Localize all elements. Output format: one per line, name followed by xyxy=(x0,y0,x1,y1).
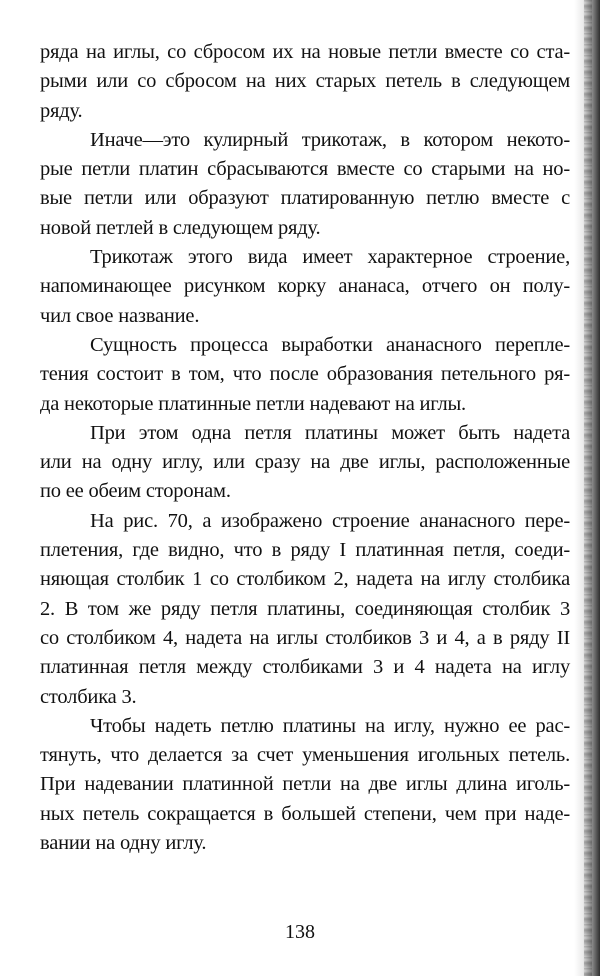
text-line: по ее обеим сторонам. xyxy=(40,480,231,503)
scan-edge-speckle xyxy=(584,0,592,976)
text-line: напоминающее рисунком корку ананаса, отчего он полу- xyxy=(40,275,570,298)
text-line: При надевании платинной петли на две иглы длина иголь- xyxy=(40,773,570,796)
paragraph xyxy=(40,38,570,126)
paragraph xyxy=(40,507,570,712)
body-text xyxy=(40,38,570,858)
text-line: тения состоит в том, что после образования петельного ря- xyxy=(40,363,570,386)
paragraph xyxy=(40,126,570,243)
text-line: или на одну иглу, или сразу на две иглы, расположенные xyxy=(40,451,570,474)
text-line: При этом одна петля платины может быть надета xyxy=(90,421,570,444)
text-line: 2. В том же ряду петля платины, соединяющая столбик 3 xyxy=(40,597,570,620)
paragraph xyxy=(40,243,570,331)
text-line: платинная петля между столбиками 3 и 4 надета на иглу xyxy=(40,656,570,679)
paragraph xyxy=(40,712,570,858)
page-number: 138 xyxy=(285,921,315,943)
text-line: со столбиком 4, надета на иглы столбиков 3 и 4, а в ряду II xyxy=(40,626,570,649)
text-line: рые петли платин сбрасываются вместе со старыми на но- xyxy=(40,158,570,181)
text-line: да некоторые платинные петли надевают на иглы. xyxy=(40,392,466,415)
paragraph xyxy=(40,419,570,507)
text-line: плетения, где видно, что в ряду I платинная петля, соеди- xyxy=(40,539,570,562)
text-line: новой петлей в следующем ряду. xyxy=(40,216,321,239)
text-line: Чтобы надеть петлю платины на иглу, нужно ее рас- xyxy=(90,714,570,737)
text-line: чил свое название. xyxy=(40,304,200,327)
text-line: столбика 3. xyxy=(40,685,137,708)
text-line: Трикотаж этого вида имеет характерное строение, xyxy=(90,246,570,269)
text-line: няющая столбик 1 со столбиком 2, надета на иглу столбика xyxy=(40,568,570,591)
text-line: ных петель сокращается в большей степени, чем при наде- xyxy=(40,802,570,825)
text-line: вые петли или образуют платированную петлю вместе с xyxy=(40,187,570,210)
text-line: тянуть, что делается за счет уменьшения игольных петель. xyxy=(40,744,570,767)
text-line: ряда на иглы, со сбросом их на новые петли вместе со ста- xyxy=(40,41,570,63)
text-line: Сущность процесса выработки ананасного перепле- xyxy=(90,333,570,356)
text-line: рыми или со сбросом на них старых петель в следующем xyxy=(40,70,570,93)
paragraph xyxy=(40,331,570,419)
text-line: ряду. xyxy=(40,99,83,122)
text-line: вании на одну иглу. xyxy=(40,832,207,855)
text-line: Иначе—это кулирный трикотаж, в котором некото- xyxy=(90,128,570,151)
text-line: На рис. 70, а изображено строение ананасного пере- xyxy=(90,509,570,532)
